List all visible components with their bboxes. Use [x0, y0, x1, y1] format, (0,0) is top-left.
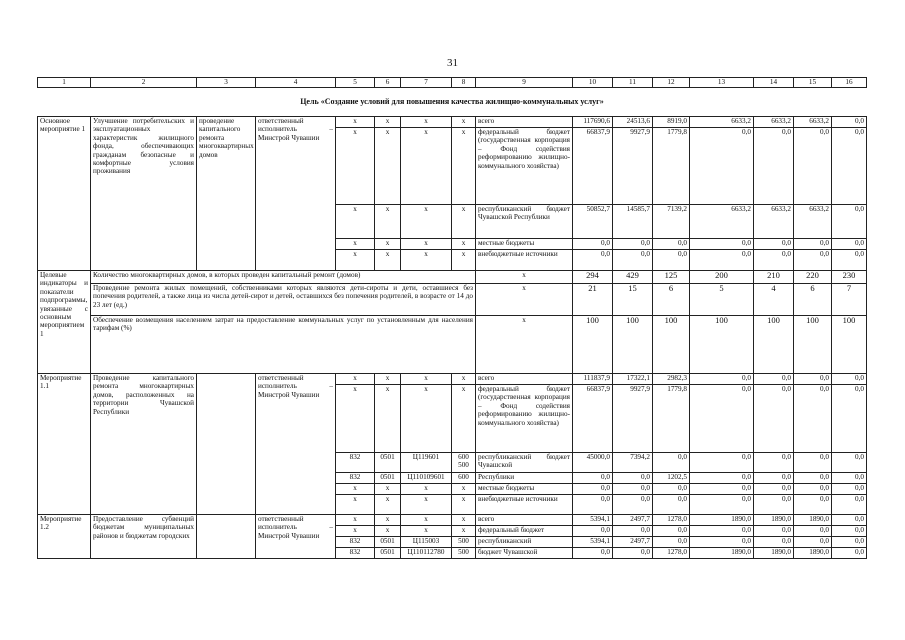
funding-source: федеральный бюджет [476, 526, 573, 537]
indicator-value: 15 [613, 284, 653, 316]
funding-value: 0,0 [794, 526, 832, 537]
code-gp: 832 [336, 473, 375, 484]
activity-label: Мероприятие 1.2 [38, 515, 91, 559]
code-gp: x [336, 239, 375, 250]
funding-value: 6633,2 [690, 117, 754, 128]
funding-value: 0,0 [794, 537, 832, 548]
code-target: x [401, 385, 452, 453]
funding-value: 1890,0 [794, 515, 832, 526]
code-target: Ц110112780 [401, 548, 452, 559]
code-section: x [375, 117, 401, 128]
funding-value: 6633,2 [794, 205, 832, 239]
activity-direction: проведение капитального ремонта многоквартирных домов [197, 117, 256, 271]
funding-value: 0,0 [754, 385, 794, 453]
code-type: 500 [452, 537, 476, 548]
indicator-row [38, 271, 867, 284]
goal-row [38, 88, 867, 117]
col-number: 3 [197, 78, 256, 88]
col-number: 11 [613, 78, 653, 88]
funding-value: 0,0 [832, 205, 867, 239]
funding-source: республиканский бюджет Чувашской [476, 453, 573, 473]
indicator-value: 7 [832, 284, 867, 316]
activity-executor: ответственный исполнитель – Минстрой Чувашии [256, 117, 336, 271]
funding-value: 1202,5 [653, 473, 690, 484]
funding-value: 9927,9 [613, 385, 653, 453]
funding-value: 0,0 [613, 250, 653, 271]
code-type: x [452, 495, 476, 515]
funding-value: 0,0 [653, 239, 690, 250]
funding-value: 0,0 [653, 526, 690, 537]
code-gp: x [336, 128, 375, 205]
funding-row [38, 374, 867, 385]
col-number: 7 [401, 78, 452, 88]
funding-value: 0,0 [690, 473, 754, 484]
funding-row [38, 117, 867, 128]
indicator-value: 125 [653, 271, 690, 284]
code-target: x [401, 515, 452, 526]
code-gp: x [336, 205, 375, 239]
funding-source: Республики [476, 473, 573, 484]
funding-value: 14585,7 [613, 205, 653, 239]
funding-source: внебюджетные источники [476, 495, 573, 515]
funding-value: 1890,0 [754, 548, 794, 559]
funding-value: 0,0 [690, 385, 754, 453]
funding-value: 2982,3 [653, 374, 690, 385]
funding-source: республиканский бюджет Чувашской Республики [476, 205, 573, 239]
funding-source: бюджет Чувашской [476, 548, 573, 559]
funding-value: 6633,2 [754, 205, 794, 239]
code-type: x [452, 205, 476, 239]
col-number: 1 [38, 78, 91, 88]
indicator-text: Проведение ремонта жилых помещений, собственниками которых являются дети-сироты и дети, оставшиеся без попечения родителей, а также лица из числа детей-сирот и детей, оставшихся без попечения родителей, в возрасте от 14 до 23 лет (ед.) [91, 284, 476, 316]
col-number: 16 [832, 78, 867, 88]
funding-value: 0,0 [794, 128, 832, 205]
funding-value: 50852,7 [573, 205, 613, 239]
funding-source: федеральный бюджет (государственная корпорация – Фонд содействия реформированию жилищно-коммунального хозяйства) [476, 128, 573, 205]
code-section: x [375, 484, 401, 495]
funding-value: 0,0 [573, 495, 613, 515]
funding-value: 1779,8 [653, 385, 690, 453]
code-section: x [375, 250, 401, 271]
indicator-x: x [476, 316, 573, 374]
indicator-value: 100 [573, 316, 613, 374]
funding-value: 66837,9 [573, 385, 613, 453]
funding-source: всего [476, 117, 573, 128]
indicator-value: 100 [690, 316, 754, 374]
funding-value: 0,0 [690, 526, 754, 537]
code-gp: 832 [336, 453, 375, 473]
col-number: 10 [573, 78, 613, 88]
code-type: 600 500 [452, 453, 476, 473]
code-target: Ц119601 [401, 453, 452, 473]
funding-source: всего [476, 374, 573, 385]
code-gp: 832 [336, 548, 375, 559]
funding-value: 0,0 [754, 526, 794, 537]
funding-value: 1890,0 [690, 548, 754, 559]
code-section: x [375, 128, 401, 205]
funding-value: 6633,2 [690, 205, 754, 239]
funding-value: 0,0 [832, 374, 867, 385]
code-gp: x [336, 484, 375, 495]
funding-value: 0,0 [613, 548, 653, 559]
indicator-value: 4 [754, 284, 794, 316]
indicator-value: 5 [690, 284, 754, 316]
code-target: x [401, 239, 452, 250]
code-section: x [375, 205, 401, 239]
code-gp: x [336, 526, 375, 537]
funding-source: местные бюджеты [476, 484, 573, 495]
funding-value: 0,0 [573, 250, 613, 271]
funding-value: 0,0 [832, 473, 867, 484]
activity-1-1-block [38, 374, 867, 515]
funding-value: 9927,9 [613, 128, 653, 205]
funding-value: 0,0 [832, 239, 867, 250]
funding-value: 0,0 [754, 374, 794, 385]
funding-value: 0,0 [794, 453, 832, 473]
code-type: x [452, 117, 476, 128]
funding-value: 1890,0 [794, 548, 832, 559]
code-target: x [401, 117, 452, 128]
funding-value: 0,0 [794, 374, 832, 385]
funding-value: 0,0 [832, 385, 867, 453]
funding-value: 0,0 [794, 385, 832, 453]
main-activity-block [38, 117, 867, 271]
funding-value: 0,0 [832, 117, 867, 128]
funding-value: 0,0 [653, 495, 690, 515]
funding-value: 0,0 [794, 473, 832, 484]
funding-value: 0,0 [613, 526, 653, 537]
code-target: x [401, 128, 452, 205]
code-type: x [452, 374, 476, 385]
indicator-text: Обеспечение возмещения населением затрат на предоставление коммунальных услуг по установленным для населения тарифам (%) [91, 316, 476, 374]
funding-value: 0,0 [690, 374, 754, 385]
code-target: x [401, 495, 452, 515]
code-section: x [375, 385, 401, 453]
code-type: x [452, 484, 476, 495]
code-section: x [375, 239, 401, 250]
indicator-value: 100 [794, 316, 832, 374]
code-type: x [452, 250, 476, 271]
code-section: 0501 [375, 537, 401, 548]
activity-name: Улучшение потребительских и эксплуатационных характеристик жилищного фонда, обеспечивающих гражданам безопасные и комфортные условия проживания [91, 117, 197, 271]
indicator-value: 100 [832, 316, 867, 374]
code-target: x [401, 484, 452, 495]
funding-value: 0,0 [832, 484, 867, 495]
funding-source: республиканский [476, 537, 573, 548]
code-target: Ц110109601 [401, 473, 452, 484]
funding-value: 0,0 [794, 484, 832, 495]
col-number: 4 [256, 78, 336, 88]
col-number: 9 [476, 78, 573, 88]
funding-value: 0,0 [832, 453, 867, 473]
funding-value: 1278,0 [653, 548, 690, 559]
funding-value: 0,0 [754, 128, 794, 205]
funding-value: 1890,0 [754, 515, 794, 526]
funding-value: 0,0 [754, 473, 794, 484]
indicator-value: 6 [653, 284, 690, 316]
funding-value: 0,0 [832, 250, 867, 271]
col-number: 14 [754, 78, 794, 88]
funding-value: 1779,8 [653, 128, 690, 205]
code-gp: x [336, 385, 375, 453]
funding-value: 0,0 [794, 495, 832, 515]
funding-value: 1278,0 [653, 515, 690, 526]
code-section: x [375, 515, 401, 526]
funding-value: 0,0 [653, 537, 690, 548]
activity-direction [197, 374, 256, 515]
funding-value: 0,0 [653, 250, 690, 271]
funding-value: 0,0 [573, 548, 613, 559]
indicator-value: 429 [613, 271, 653, 284]
activity-executor: ответственный исполнитель – Минстрой Чувашии [256, 374, 336, 515]
indicator-value: 230 [832, 271, 867, 284]
code-type: 600 [452, 473, 476, 484]
funding-value: 2497,7 [613, 515, 653, 526]
code-type: x [452, 515, 476, 526]
activity-label: Мероприятие 1.1 [38, 374, 91, 515]
col-number: 6 [375, 78, 401, 88]
funding-value: 5394,1 [573, 537, 613, 548]
funding-value: 0,0 [754, 239, 794, 250]
indicator-x: x [476, 271, 573, 284]
code-gp: 832 [336, 537, 375, 548]
code-gp: x [336, 495, 375, 515]
indicator-x: x [476, 284, 573, 316]
funding-value: 6633,2 [754, 117, 794, 128]
activity-1-2-block [38, 515, 867, 559]
funding-source: местные бюджеты [476, 239, 573, 250]
funding-value: 2497,7 [613, 537, 653, 548]
code-section: 0501 [375, 473, 401, 484]
code-target: x [401, 250, 452, 271]
funding-value: 1890,0 [690, 515, 754, 526]
funding-value: 0,0 [832, 128, 867, 205]
funding-value: 66837,9 [573, 128, 613, 205]
funding-value: 0,0 [613, 484, 653, 495]
funding-source: внебюджетные источники [476, 250, 573, 271]
funding-value: 0,0 [794, 239, 832, 250]
activity-label: Основное мероприятие 1 [38, 117, 91, 271]
funding-value: 0,0 [754, 484, 794, 495]
funding-value: 0,0 [573, 473, 613, 484]
indicator-row [38, 284, 867, 316]
funding-source: федеральный бюджет (государственная корпорация – Фонд содействия реформированию жилищно-коммунального хозяйства) [476, 385, 573, 453]
funding-value: 0,0 [832, 515, 867, 526]
funding-value: 0,0 [832, 495, 867, 515]
indicator-value: 100 [613, 316, 653, 374]
indicator-value: 100 [653, 316, 690, 374]
funding-value: 6633,2 [794, 117, 832, 128]
funding-value: 0,0 [690, 453, 754, 473]
funding-value: 0,0 [754, 453, 794, 473]
indicator-value: 21 [573, 284, 613, 316]
funding-value: 0,0 [653, 484, 690, 495]
code-section: 0501 [375, 548, 401, 559]
indicator-value: 220 [794, 271, 832, 284]
funding-value: 0,0 [832, 526, 867, 537]
funding-value: 17322,1 [613, 374, 653, 385]
code-target: x [401, 374, 452, 385]
code-type: 500 [452, 548, 476, 559]
funding-value: 0,0 [754, 495, 794, 515]
code-section: 0501 [375, 453, 401, 473]
column-numbers-row [38, 78, 867, 88]
code-target: x [401, 526, 452, 537]
col-number: 8 [452, 78, 476, 88]
funding-value: 5394,1 [573, 515, 613, 526]
indicator-value: 100 [754, 316, 794, 374]
funding-value: 0,0 [613, 473, 653, 484]
col-number: 12 [653, 78, 690, 88]
funding-value: 45000,0 [573, 453, 613, 473]
funding-value: 0,0 [832, 548, 867, 559]
goal-title: Цель «Создание условий для повышения качества жилищно-коммунальных услуг» [300, 96, 604, 106]
indicator-value: 6 [794, 284, 832, 316]
funding-value: 8919,0 [653, 117, 690, 128]
code-type: x [452, 526, 476, 537]
funding-value: 0,0 [690, 239, 754, 250]
code-gp: x [336, 117, 375, 128]
funding-value: 0,0 [690, 128, 754, 205]
funding-value: 0,0 [653, 453, 690, 473]
activity-name: Проведение капитального ремонта многоквартирных домов, расположенных на территории Чувашской Республики [91, 374, 197, 515]
funding-value: 7394,2 [613, 453, 653, 473]
funding-value: 0,0 [690, 537, 754, 548]
code-target: x [401, 205, 452, 239]
code-gp: x [336, 250, 375, 271]
funding-value: 0,0 [573, 526, 613, 537]
col-number: 2 [91, 78, 197, 88]
funding-value: 0,0 [754, 537, 794, 548]
page-number: 31 [447, 57, 458, 69]
col-number: 5 [336, 78, 375, 88]
indicator-row [38, 316, 867, 374]
indicators-label: Целевые индикаторы и показатели подпрограммы, увязанные с основным мероприятием 1 [38, 271, 91, 374]
code-type: x [452, 239, 476, 250]
targets-block [38, 271, 867, 374]
funding-value: 0,0 [754, 250, 794, 271]
funding-value: 0,0 [832, 537, 867, 548]
indicator-value: 210 [754, 271, 794, 284]
col-number: 13 [690, 78, 754, 88]
code-target: Ц115003 [401, 537, 452, 548]
indicator-value: 294 [573, 271, 613, 284]
funding-source: всего [476, 515, 573, 526]
code-section: x [375, 495, 401, 515]
funding-value: 117690,6 [573, 117, 613, 128]
funding-value: 0,0 [794, 250, 832, 271]
activity-executor: ответственный исполнитель – Минстрой Чувашии [256, 515, 336, 559]
funding-value: 0,0 [573, 484, 613, 495]
code-gp: x [336, 374, 375, 385]
indicator-text: Количество многоквартирных домов, в которых проведен капитальный ремонт (домов) [91, 271, 476, 284]
funding-value: 0,0 [690, 495, 754, 515]
code-section: x [375, 526, 401, 537]
activity-direction [197, 515, 256, 559]
funding-value: 0,0 [613, 239, 653, 250]
code-section: x [375, 374, 401, 385]
funding-value: 0,0 [613, 495, 653, 515]
activity-name: Предоставление субвенций бюджетам муниципальных районов и бюджетам городских [91, 515, 197, 559]
indicator-value: 200 [690, 271, 754, 284]
code-gp: x [336, 515, 375, 526]
program-table [37, 77, 867, 559]
funding-row [38, 515, 867, 526]
funding-value: 111837,9 [573, 374, 613, 385]
code-type: x [452, 128, 476, 205]
funding-value: 0,0 [573, 239, 613, 250]
col-number: 15 [794, 78, 832, 88]
code-type: x [452, 385, 476, 453]
funding-value: 0,0 [690, 484, 754, 495]
funding-value: 7139,2 [653, 205, 690, 239]
funding-value: 0,0 [690, 250, 754, 271]
funding-value: 24513,6 [613, 117, 653, 128]
